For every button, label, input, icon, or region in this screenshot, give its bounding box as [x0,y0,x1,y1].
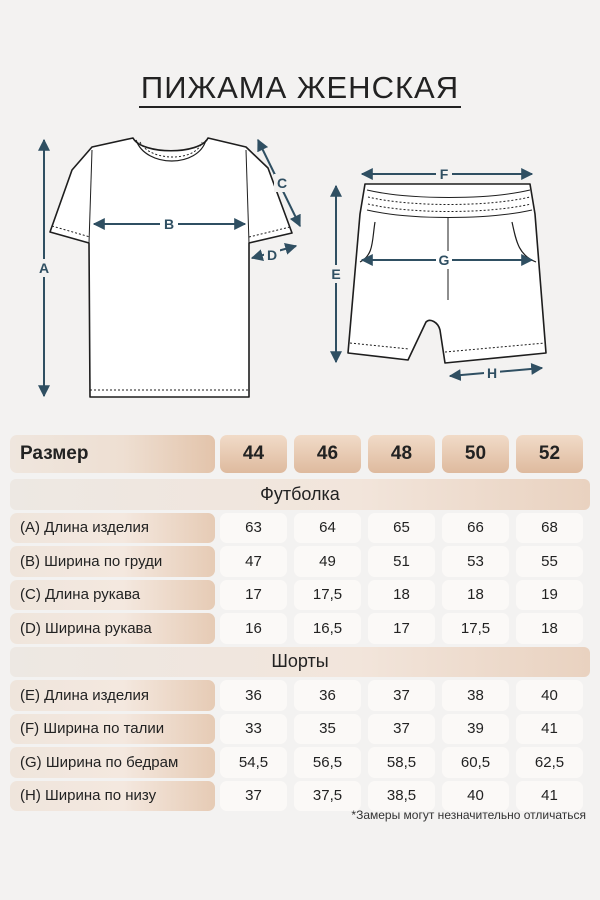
value-cell: 66 [442,513,509,544]
row-label-text: Длина рукава [45,586,141,604]
label-f: F [439,166,449,182]
size-header-row [10,435,590,476]
row-label-text: Длина изделия [44,519,150,537]
table-row [10,580,590,614]
value-cell: 37 [368,714,435,745]
label-h: H [486,365,498,381]
row-label-text: Ширина по груди [44,552,163,570]
row-label [10,613,215,644]
section-title-shorts: Шорты [10,647,590,678]
row-label-text: Ширина по низу [45,787,157,805]
value-cell: 36 [220,680,287,711]
label-c: C [276,175,288,191]
row-label [10,714,215,745]
value-cell: 62,5 [516,747,583,778]
size-52: 52 [516,435,583,473]
value-cell: 41 [516,714,583,745]
tshirt-drawing [50,138,292,397]
value-cell: 18 [442,580,509,611]
row-label [10,580,215,611]
value-cell: 19 [516,580,583,611]
value-cell: 54,5 [220,747,287,778]
value-cell: 38 [442,680,509,711]
value-cell: 47 [220,546,287,577]
row-code: (F) [20,720,40,738]
value-cell: 51 [368,546,435,577]
size-44: 44 [220,435,287,473]
size-48: 48 [368,435,435,473]
value-cell: 55 [516,546,583,577]
size-header-label: Размер [10,435,215,473]
section-title-tshirt: Футболка [10,479,590,510]
label-e: E [331,266,341,282]
value-cell: 17,5 [442,613,509,644]
table-row [10,513,590,547]
page-title: ПИЖАМА ЖЕНСКАЯ [0,70,600,106]
value-cell: 17,5 [294,580,361,611]
value-cell: 36 [294,680,361,711]
size-46: 46 [294,435,361,473]
row-label-text: Ширина по талии [43,720,165,738]
value-cell: 49 [294,546,361,577]
row-code: (D) [20,619,41,637]
value-cell: 64 [294,513,361,544]
size-50: 50 [442,435,509,473]
value-cell: 53 [442,546,509,577]
row-label [10,747,215,778]
garment-diagram [0,0,600,420]
value-cell: 40 [516,680,583,711]
value-cell: 68 [516,513,583,544]
value-cell: 60,5 [442,747,509,778]
value-cell: 40 [442,781,509,812]
table-row [10,613,590,647]
value-cell: 18 [368,580,435,611]
shorts-drawing [348,184,546,363]
row-code: (G) [20,753,42,771]
label-a: A [38,260,50,276]
value-cell: 56,5 [294,747,361,778]
value-cell: 37,5 [294,781,361,812]
row-code: (H) [20,787,41,805]
value-cell: 41 [516,781,583,812]
row-code: (B) [20,552,40,570]
row-code: (E) [20,686,40,704]
value-cell: 35 [294,714,361,745]
value-cell: 17 [220,580,287,611]
size-table [10,435,590,814]
section-row [10,479,590,513]
row-label-text: Ширина по бедрам [45,753,179,771]
value-cell: 18 [516,613,583,644]
value-cell: 39 [442,714,509,745]
section-row [10,647,590,681]
value-cell: 58,5 [368,747,435,778]
table-row [10,546,590,580]
value-cell: 17 [368,613,435,644]
value-cell: 16,5 [294,613,361,644]
row-label [10,781,215,812]
label-g: G [438,252,450,268]
value-cell: 38,5 [368,781,435,812]
row-code: (C) [20,586,41,604]
value-cell: 37 [368,680,435,711]
label-d: D [266,247,278,263]
value-cell: 65 [368,513,435,544]
table-row [10,714,590,748]
row-label [10,680,215,711]
value-cell: 16 [220,613,287,644]
value-cell: 37 [220,781,287,812]
table-row [10,680,590,714]
row-label-text: Длина изделия [44,686,150,704]
row-label [10,546,215,577]
row-label-text: Ширина рукава [45,619,152,637]
value-cell: 63 [220,513,287,544]
row-code: (A) [20,519,40,537]
label-b: B [163,216,175,232]
footnote: *Замеры могут незначительно отличаться [351,808,586,822]
value-cell: 33 [220,714,287,745]
row-label [10,513,215,544]
table-row [10,747,590,781]
